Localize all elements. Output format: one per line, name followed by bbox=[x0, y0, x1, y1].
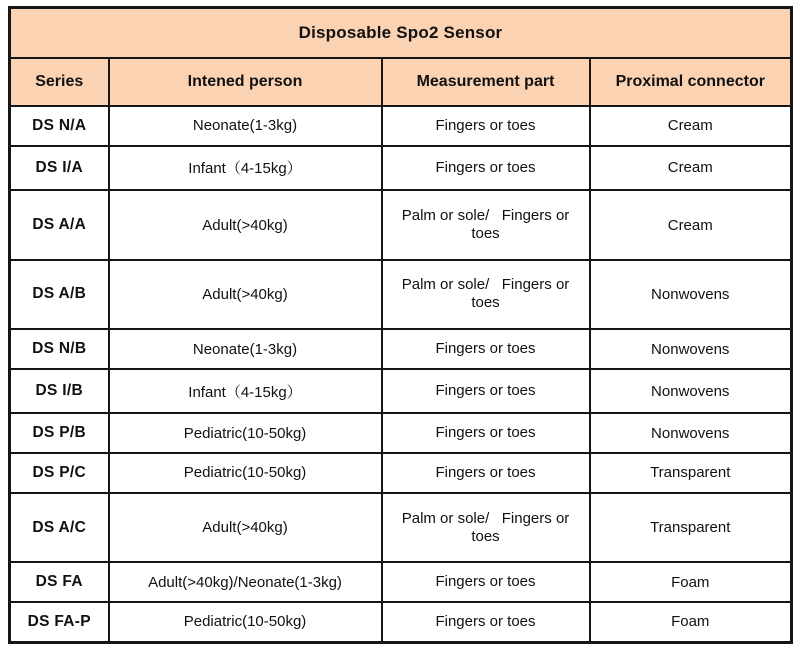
table-row bbox=[10, 146, 792, 191]
series-cell: DS A/B bbox=[10, 260, 109, 329]
col-header-proximal-connector: Proximal connector bbox=[590, 58, 792, 106]
measurement-part-cell: Fingers or toes bbox=[382, 562, 590, 602]
series-cell: DS P/B bbox=[10, 413, 109, 453]
intened-person-cell: Pediatric(10-50kg) bbox=[109, 453, 382, 493]
table-row bbox=[10, 413, 792, 453]
intened-person-cell: Neonate(1-3kg) bbox=[109, 106, 382, 146]
intened-person-cell: Adult(>40kg) bbox=[109, 260, 382, 329]
proximal-connector-cell: Nonwovens bbox=[590, 329, 792, 369]
intened-person-cell: Infant（4-15kg） bbox=[109, 146, 382, 191]
table-row bbox=[10, 369, 792, 414]
proximal-connector-cell: Nonwovens bbox=[590, 260, 792, 329]
col-header-intened-person: Intened person bbox=[109, 58, 382, 106]
series-cell: DS I/B bbox=[10, 369, 109, 414]
table-row bbox=[10, 106, 792, 146]
proximal-connector-cell: Cream bbox=[590, 190, 792, 259]
intened-person-cell: Adult(>40kg) bbox=[109, 190, 382, 259]
proximal-connector-cell: Foam bbox=[590, 562, 792, 602]
intened-person-cell: Infant（4-15kg） bbox=[109, 369, 382, 414]
table-row bbox=[10, 453, 792, 493]
table-row bbox=[10, 260, 792, 329]
measurement-part-cell: Fingers or toes bbox=[382, 369, 590, 414]
table-title: Disposable Spo2 Sensor bbox=[10, 8, 792, 59]
series-cell: DS A/A bbox=[10, 190, 109, 259]
series-cell: DS A/C bbox=[10, 493, 109, 562]
measurement-part-cell: Fingers or toes bbox=[382, 413, 590, 453]
proximal-connector-cell: Transparent bbox=[590, 493, 792, 562]
proximal-connector-cell: Foam bbox=[590, 602, 792, 643]
measurement-part-cell: Palm or sole/ Fingers or toes bbox=[382, 260, 590, 329]
table-row bbox=[10, 562, 792, 602]
measurement-part-cell: Fingers or toes bbox=[382, 453, 590, 493]
col-header-measurement-part: Measurement part bbox=[382, 58, 590, 106]
series-cell: DS P/C bbox=[10, 453, 109, 493]
series-cell: DS FA-P bbox=[10, 602, 109, 643]
series-cell: DS I/A bbox=[10, 146, 109, 191]
proximal-connector-cell: Nonwovens bbox=[590, 369, 792, 414]
proximal-connector-cell: Cream bbox=[590, 106, 792, 146]
intened-person-cell: Adult(>40kg) bbox=[109, 493, 382, 562]
intened-person-cell: Pediatric(10-50kg) bbox=[109, 602, 382, 643]
measurement-part-cell: Fingers or toes bbox=[382, 602, 590, 643]
col-header-series: Series bbox=[10, 58, 109, 106]
table-header-row bbox=[10, 58, 792, 106]
intened-person-cell: Neonate(1-3kg) bbox=[109, 329, 382, 369]
series-cell: DS N/A bbox=[10, 106, 109, 146]
measurement-part-cell: Palm or sole/ Fingers or toes bbox=[382, 190, 590, 259]
measurement-part-cell: Fingers or toes bbox=[382, 146, 590, 191]
series-cell: DS N/B bbox=[10, 329, 109, 369]
measurement-part-cell: Fingers or toes bbox=[382, 106, 590, 146]
intened-person-cell: Adult(>40kg)/Neonate(1-3kg) bbox=[109, 562, 382, 602]
table-row bbox=[10, 190, 792, 259]
measurement-part-cell: Fingers or toes bbox=[382, 329, 590, 369]
table-row bbox=[10, 602, 792, 643]
proximal-connector-cell: Cream bbox=[590, 146, 792, 191]
table-title-row bbox=[10, 8, 792, 59]
series-cell: DS FA bbox=[10, 562, 109, 602]
table-row bbox=[10, 493, 792, 562]
intened-person-cell: Pediatric(10-50kg) bbox=[109, 413, 382, 453]
spo2-sensor-table bbox=[8, 6, 793, 644]
proximal-connector-cell: Nonwovens bbox=[590, 413, 792, 453]
table-row bbox=[10, 329, 792, 369]
measurement-part-cell: Palm or sole/ Fingers or toes bbox=[382, 493, 590, 562]
proximal-connector-cell: Transparent bbox=[590, 453, 792, 493]
